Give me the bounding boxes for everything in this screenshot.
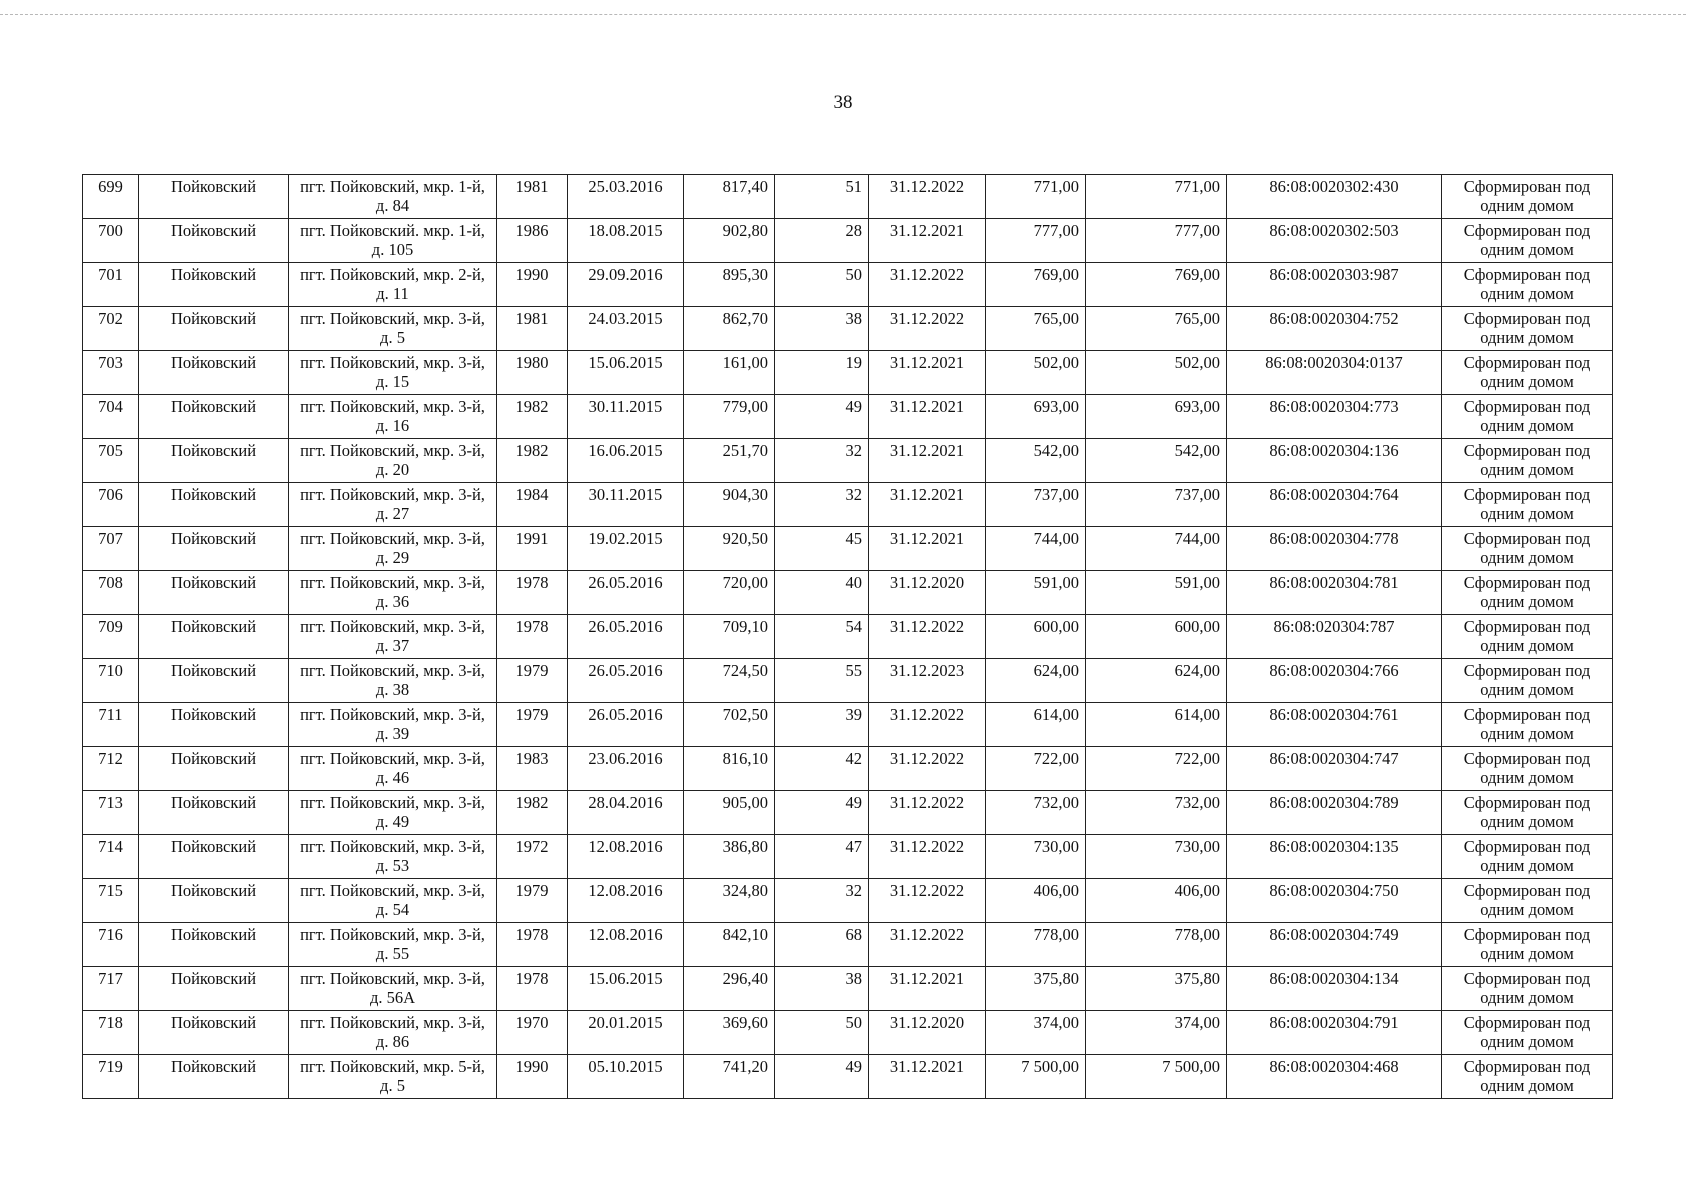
status-cell: Сформирован под одним домом — [1442, 923, 1613, 967]
build-year-cell: 1986 — [497, 219, 568, 263]
status-cell: Сформирован под одним домом — [1442, 791, 1613, 835]
land-area-cell: 737,00 — [986, 483, 1086, 527]
row-number-cell: 702 — [83, 307, 139, 351]
land-area-cell: 732,00 — [986, 791, 1086, 835]
address-cell: пгт. Пойковский, мкр. 3-й, д. 53 — [289, 835, 497, 879]
settlement-cell: Пойковский — [139, 175, 289, 219]
row-number-cell: 716 — [83, 923, 139, 967]
area-cell: 724,50 — [684, 659, 775, 703]
land-area-confirmed-cell: 624,00 — [1086, 659, 1227, 703]
land-area-confirmed-cell: 614,00 — [1086, 703, 1227, 747]
land-area-cell: 374,00 — [986, 1011, 1086, 1055]
land-area-cell: 771,00 — [986, 175, 1086, 219]
row-number-cell: 706 — [83, 483, 139, 527]
cadastral-number-cell: 86:08:0020302:503 — [1227, 219, 1442, 263]
area-cell: 920,50 — [684, 527, 775, 571]
wear-percent-cell: 54 — [775, 615, 869, 659]
survey-date-cell: 29.09.2016 — [568, 263, 684, 307]
status-cell: Сформирован под одним домом — [1442, 1011, 1613, 1055]
survey-date-cell: 30.11.2015 — [568, 483, 684, 527]
deadline-date-cell: 31.12.2022 — [869, 923, 986, 967]
area-cell: 369,60 — [684, 1011, 775, 1055]
settlement-cell: Пойковский — [139, 879, 289, 923]
settlement-cell: Пойковский — [139, 263, 289, 307]
wear-percent-cell: 68 — [775, 923, 869, 967]
table-row — [83, 923, 1613, 967]
land-area-confirmed-cell: 406,00 — [1086, 879, 1227, 923]
status-cell: Сформирован под одним домом — [1442, 967, 1613, 1011]
land-area-cell: 406,00 — [986, 879, 1086, 923]
survey-date-cell: 25.03.2016 — [568, 175, 684, 219]
land-area-confirmed-cell: 732,00 — [1086, 791, 1227, 835]
survey-date-cell: 30.11.2015 — [568, 395, 684, 439]
table-row — [83, 703, 1613, 747]
status-cell: Сформирован под одним домом — [1442, 483, 1613, 527]
build-year-cell: 1982 — [497, 395, 568, 439]
deadline-date-cell: 31.12.2021 — [869, 395, 986, 439]
cadastral-number-cell: 86:08:0020304:0137 — [1227, 351, 1442, 395]
build-year-cell: 1990 — [497, 1055, 568, 1099]
deadline-date-cell: 31.12.2021 — [869, 527, 986, 571]
land-area-confirmed-cell: 502,00 — [1086, 351, 1227, 395]
land-area-cell: 624,00 — [986, 659, 1086, 703]
deadline-date-cell: 31.12.2022 — [869, 615, 986, 659]
land-area-cell: 722,00 — [986, 747, 1086, 791]
status-cell: Сформирован под одним домом — [1442, 175, 1613, 219]
address-cell: пгт. Пойковский, мкр. 3-й, д. 16 — [289, 395, 497, 439]
build-year-cell: 1981 — [497, 307, 568, 351]
row-number-cell: 714 — [83, 835, 139, 879]
build-year-cell: 1982 — [497, 439, 568, 483]
land-area-confirmed-cell: 542,00 — [1086, 439, 1227, 483]
address-cell: пгт. Пойковский, мкр. 3-й, д. 29 — [289, 527, 497, 571]
wear-percent-cell: 42 — [775, 747, 869, 791]
build-year-cell: 1978 — [497, 923, 568, 967]
survey-date-cell: 28.04.2016 — [568, 791, 684, 835]
build-year-cell: 1978 — [497, 967, 568, 1011]
status-cell: Сформирован под одним домом — [1442, 219, 1613, 263]
row-number-cell: 718 — [83, 1011, 139, 1055]
address-cell: пгт. Пойковский, мкр. 2-й, д. 11 — [289, 263, 497, 307]
cadastral-number-cell: 86:08:0020304:135 — [1227, 835, 1442, 879]
status-cell: Сформирован под одним домом — [1442, 703, 1613, 747]
area-cell: 842,10 — [684, 923, 775, 967]
table-row — [83, 307, 1613, 351]
survey-date-cell: 26.05.2016 — [568, 659, 684, 703]
cadastral-number-cell: 86:08:0020303:987 — [1227, 263, 1442, 307]
settlement-cell: Пойковский — [139, 703, 289, 747]
land-area-cell: 744,00 — [986, 527, 1086, 571]
status-cell: Сформирован под одним домом — [1442, 835, 1613, 879]
land-area-confirmed-cell: 744,00 — [1086, 527, 1227, 571]
cadastral-number-cell: 86:08:0020304:764 — [1227, 483, 1442, 527]
area-cell: 862,70 — [684, 307, 775, 351]
address-cell: пгт. Пойковский, мкр. 3-й, д. 36 — [289, 571, 497, 615]
build-year-cell: 1983 — [497, 747, 568, 791]
cadastral-number-cell: 86:08:0020304:773 — [1227, 395, 1442, 439]
survey-date-cell: 18.08.2015 — [568, 219, 684, 263]
land-area-cell: 502,00 — [986, 351, 1086, 395]
address-cell: пгт. Пойковский, мкр. 3-й, д. 56А — [289, 967, 497, 1011]
status-cell: Сформирован под одним домом — [1442, 439, 1613, 483]
area-cell: 779,00 — [684, 395, 775, 439]
survey-date-cell: 12.08.2016 — [568, 879, 684, 923]
build-year-cell: 1984 — [497, 483, 568, 527]
table-row — [83, 571, 1613, 615]
land-area-confirmed-cell: 591,00 — [1086, 571, 1227, 615]
area-cell: 296,40 — [684, 967, 775, 1011]
deadline-date-cell: 31.12.2022 — [869, 307, 986, 351]
deadline-date-cell: 31.12.2022 — [869, 263, 986, 307]
build-year-cell: 1980 — [497, 351, 568, 395]
status-cell: Сформирован под одним домом — [1442, 351, 1613, 395]
build-year-cell: 1979 — [497, 703, 568, 747]
table-row — [83, 439, 1613, 483]
survey-date-cell: 23.06.2016 — [568, 747, 684, 791]
survey-date-cell: 26.05.2016 — [568, 571, 684, 615]
survey-date-cell: 16.06.2015 — [568, 439, 684, 483]
table-row — [83, 967, 1613, 1011]
deadline-date-cell: 31.12.2022 — [869, 835, 986, 879]
deadline-date-cell: 31.12.2021 — [869, 1055, 986, 1099]
row-number-cell: 709 — [83, 615, 139, 659]
survey-date-cell: 05.10.2015 — [568, 1055, 684, 1099]
area-cell: 386,80 — [684, 835, 775, 879]
area-cell: 816,10 — [684, 747, 775, 791]
table-row — [83, 263, 1613, 307]
deadline-date-cell: 31.12.2021 — [869, 439, 986, 483]
cadastral-number-cell: 86:08:020304:787 — [1227, 615, 1442, 659]
settlement-cell: Пойковский — [139, 307, 289, 351]
land-area-confirmed-cell: 693,00 — [1086, 395, 1227, 439]
land-area-cell: 614,00 — [986, 703, 1086, 747]
address-cell: пгт. Пойковский, мкр. 3-й, д. 54 — [289, 879, 497, 923]
row-number-cell: 713 — [83, 791, 139, 835]
address-cell: пгт. Пойковский, мкр. 3-й, д. 38 — [289, 659, 497, 703]
row-number-cell: 711 — [83, 703, 139, 747]
land-area-confirmed-cell: 769,00 — [1086, 263, 1227, 307]
build-year-cell: 1970 — [497, 1011, 568, 1055]
settlement-cell: Пойковский — [139, 571, 289, 615]
row-number-cell: 700 — [83, 219, 139, 263]
row-number-cell: 712 — [83, 747, 139, 791]
cadastral-number-cell: 86:08:0020304:134 — [1227, 967, 1442, 1011]
area-cell: 895,30 — [684, 263, 775, 307]
land-area-confirmed-cell: 737,00 — [1086, 483, 1227, 527]
area-cell: 161,00 — [684, 351, 775, 395]
status-cell: Сформирован под одним домом — [1442, 879, 1613, 923]
land-area-confirmed-cell: 777,00 — [1086, 219, 1227, 263]
land-area-cell: 542,00 — [986, 439, 1086, 483]
land-area-cell: 778,00 — [986, 923, 1086, 967]
land-area-cell: 375,80 — [986, 967, 1086, 1011]
table-row — [83, 791, 1613, 835]
area-cell: 902,80 — [684, 219, 775, 263]
land-area-cell: 693,00 — [986, 395, 1086, 439]
wear-percent-cell: 19 — [775, 351, 869, 395]
status-cell: Сформирован под одним домом — [1442, 527, 1613, 571]
wear-percent-cell: 32 — [775, 483, 869, 527]
survey-date-cell: 26.05.2016 — [568, 615, 684, 659]
land-area-cell: 730,00 — [986, 835, 1086, 879]
survey-date-cell: 12.08.2016 — [568, 835, 684, 879]
cadastral-number-cell: 86:08:0020304:791 — [1227, 1011, 1442, 1055]
status-cell: Сформирован под одним домом — [1442, 747, 1613, 791]
row-number-cell: 719 — [83, 1055, 139, 1099]
land-area-confirmed-cell: 722,00 — [1086, 747, 1227, 791]
area-cell: 720,00 — [684, 571, 775, 615]
build-year-cell: 1990 — [497, 263, 568, 307]
address-cell: пгт. Пойковский, мкр. 5-й, д. 5 — [289, 1055, 497, 1099]
settlement-cell: Пойковский — [139, 1055, 289, 1099]
wear-percent-cell: 49 — [775, 1055, 869, 1099]
table-row — [83, 615, 1613, 659]
area-cell: 817,40 — [684, 175, 775, 219]
settlement-cell: Пойковский — [139, 659, 289, 703]
cadastral-number-cell: 86:08:0020304:749 — [1227, 923, 1442, 967]
cadastral-number-cell: 86:08:0020304:778 — [1227, 527, 1442, 571]
address-cell: пгт. Пойковский, мкр. 3-й, д. 27 — [289, 483, 497, 527]
settlement-cell: Пойковский — [139, 967, 289, 1011]
wear-percent-cell: 51 — [775, 175, 869, 219]
cadastral-number-cell: 86:08:0020304:747 — [1227, 747, 1442, 791]
cadastral-number-cell: 86:08:0020304:136 — [1227, 439, 1442, 483]
row-number-cell: 715 — [83, 879, 139, 923]
settlement-cell: Пойковский — [139, 1011, 289, 1055]
wear-percent-cell: 55 — [775, 659, 869, 703]
survey-date-cell: 19.02.2015 — [568, 527, 684, 571]
cadastral-number-cell: 86:08:0020304:750 — [1227, 879, 1442, 923]
cadastral-number-cell: 86:08:0020304:781 — [1227, 571, 1442, 615]
deadline-date-cell: 31.12.2022 — [869, 703, 986, 747]
address-cell: пгт. Пойковский, мкр. 3-й, д. 5 — [289, 307, 497, 351]
land-area-confirmed-cell: 778,00 — [1086, 923, 1227, 967]
cadastral-number-cell: 86:08:0020304:468 — [1227, 1055, 1442, 1099]
wear-percent-cell: 50 — [775, 263, 869, 307]
wear-percent-cell: 45 — [775, 527, 869, 571]
wear-percent-cell: 38 — [775, 967, 869, 1011]
cadastral-number-cell: 86:08:0020304:761 — [1227, 703, 1442, 747]
deadline-date-cell: 31.12.2021 — [869, 219, 986, 263]
table-row — [83, 1011, 1613, 1055]
settlement-cell: Пойковский — [139, 219, 289, 263]
settlement-cell: Пойковский — [139, 483, 289, 527]
settlement-cell: Пойковский — [139, 527, 289, 571]
settlement-cell: Пойковский — [139, 615, 289, 659]
table-row — [83, 835, 1613, 879]
settlement-cell: Пойковский — [139, 835, 289, 879]
survey-date-cell: 15.06.2015 — [568, 351, 684, 395]
settlement-cell: Пойковский — [139, 747, 289, 791]
deadline-date-cell: 31.12.2022 — [869, 791, 986, 835]
survey-date-cell: 24.03.2015 — [568, 307, 684, 351]
land-area-confirmed-cell: 374,00 — [1086, 1011, 1227, 1055]
row-number-cell: 710 — [83, 659, 139, 703]
build-year-cell: 1972 — [497, 835, 568, 879]
deadline-date-cell: 31.12.2022 — [869, 175, 986, 219]
address-cell: пгт. Пойковский, мкр. 3-й, д. 20 — [289, 439, 497, 483]
wear-percent-cell: 50 — [775, 1011, 869, 1055]
wear-percent-cell: 40 — [775, 571, 869, 615]
status-cell: Сформирован под одним домом — [1442, 1055, 1613, 1099]
survey-date-cell: 15.06.2015 — [568, 967, 684, 1011]
area-cell: 741,20 — [684, 1055, 775, 1099]
row-number-cell: 699 — [83, 175, 139, 219]
land-area-confirmed-cell: 7 500,00 — [1086, 1055, 1227, 1099]
land-area-confirmed-cell: 730,00 — [1086, 835, 1227, 879]
build-year-cell: 1981 — [497, 175, 568, 219]
build-year-cell: 1991 — [497, 527, 568, 571]
table-row — [83, 351, 1613, 395]
table-body — [83, 175, 1613, 1099]
status-cell: Сформирован под одним домом — [1442, 395, 1613, 439]
area-cell: 904,30 — [684, 483, 775, 527]
table-row — [83, 395, 1613, 439]
address-cell: пгт. Пойковский, мкр. 3-й, д. 55 — [289, 923, 497, 967]
table-row — [83, 175, 1613, 219]
settlement-cell: Пойковский — [139, 439, 289, 483]
deadline-date-cell: 31.12.2020 — [869, 571, 986, 615]
address-cell: пгт. Пойковский, мкр. 3-й, д. 49 — [289, 791, 497, 835]
status-cell: Сформирован под одним домом — [1442, 571, 1613, 615]
address-cell: пгт. Пойковский, мкр. 1-й, д. 84 — [289, 175, 497, 219]
land-area-cell: 7 500,00 — [986, 1055, 1086, 1099]
area-cell: 905,00 — [684, 791, 775, 835]
cadastral-number-cell: 86:08:0020304:766 — [1227, 659, 1442, 703]
address-cell: пгт. Пойковский, мкр. 3-й, д. 46 — [289, 747, 497, 791]
deadline-date-cell: 31.12.2022 — [869, 879, 986, 923]
address-cell: пгт. Пойковский, мкр. 3-й, д. 39 — [289, 703, 497, 747]
land-area-cell: 600,00 — [986, 615, 1086, 659]
table-row — [83, 527, 1613, 571]
address-cell: пгт. Пойковский. мкр. 1-й, д. 105 — [289, 219, 497, 263]
land-area-cell: 765,00 — [986, 307, 1086, 351]
survey-date-cell: 20.01.2015 — [568, 1011, 684, 1055]
status-cell: Сформирован под одним домом — [1442, 659, 1613, 703]
status-cell: Сформирован под одним домом — [1442, 263, 1613, 307]
row-number-cell: 704 — [83, 395, 139, 439]
deadline-date-cell: 31.12.2023 — [869, 659, 986, 703]
scan-top-edge — [0, 14, 1686, 15]
land-area-cell: 769,00 — [986, 263, 1086, 307]
land-area-confirmed-cell: 765,00 — [1086, 307, 1227, 351]
land-area-confirmed-cell: 600,00 — [1086, 615, 1227, 659]
status-cell: Сформирован под одним домом — [1442, 307, 1613, 351]
page-number: 38 — [833, 92, 853, 113]
cadastral-number-cell: 86:08:0020304:752 — [1227, 307, 1442, 351]
row-number-cell: 707 — [83, 527, 139, 571]
wear-percent-cell: 32 — [775, 439, 869, 483]
settlement-cell: Пойковский — [139, 395, 289, 439]
status-cell: Сформирован под одним домом — [1442, 615, 1613, 659]
table-row — [83, 1055, 1613, 1099]
table-row — [83, 483, 1613, 527]
address-cell: пгт. Пойковский, мкр. 3-й, д. 15 — [289, 351, 497, 395]
cadastral-number-cell: 86:08:0020302:430 — [1227, 175, 1442, 219]
land-area-cell: 591,00 — [986, 571, 1086, 615]
table-row — [83, 747, 1613, 791]
settlement-cell: Пойковский — [139, 351, 289, 395]
settlement-cell: Пойковский — [139, 791, 289, 835]
deadline-date-cell: 31.12.2021 — [869, 351, 986, 395]
wear-percent-cell: 28 — [775, 219, 869, 263]
settlement-cell: Пойковский — [139, 923, 289, 967]
address-cell: пгт. Пойковский, мкр. 3-й, д. 86 — [289, 1011, 497, 1055]
row-number-cell: 701 — [83, 263, 139, 307]
cadastral-number-cell: 86:08:0020304:789 — [1227, 791, 1442, 835]
land-area-confirmed-cell: 375,80 — [1086, 967, 1227, 1011]
wear-percent-cell: 39 — [775, 703, 869, 747]
deadline-date-cell: 31.12.2021 — [869, 483, 986, 527]
row-number-cell: 717 — [83, 967, 139, 1011]
area-cell: 251,70 — [684, 439, 775, 483]
deadline-date-cell: 31.12.2021 — [869, 967, 986, 1011]
build-year-cell: 1978 — [497, 571, 568, 615]
land-area-cell: 777,00 — [986, 219, 1086, 263]
address-cell: пгт. Пойковский, мкр. 3-й, д. 37 — [289, 615, 497, 659]
build-year-cell: 1979 — [497, 879, 568, 923]
wear-percent-cell: 47 — [775, 835, 869, 879]
table-row — [83, 879, 1613, 923]
table-row — [83, 659, 1613, 703]
deadline-date-cell: 31.12.2020 — [869, 1011, 986, 1055]
build-year-cell: 1982 — [497, 791, 568, 835]
row-number-cell: 708 — [83, 571, 139, 615]
wear-percent-cell: 38 — [775, 307, 869, 351]
row-number-cell: 703 — [83, 351, 139, 395]
row-number-cell: 705 — [83, 439, 139, 483]
housing-registry-table — [82, 174, 1613, 1099]
area-cell: 709,10 — [684, 615, 775, 659]
wear-percent-cell: 32 — [775, 879, 869, 923]
area-cell: 324,80 — [684, 879, 775, 923]
build-year-cell: 1979 — [497, 659, 568, 703]
table-row — [83, 219, 1613, 263]
land-area-confirmed-cell: 771,00 — [1086, 175, 1227, 219]
survey-date-cell: 12.08.2016 — [568, 923, 684, 967]
wear-percent-cell: 49 — [775, 791, 869, 835]
survey-date-cell: 26.05.2016 — [568, 703, 684, 747]
area-cell: 702,50 — [684, 703, 775, 747]
build-year-cell: 1978 — [497, 615, 568, 659]
deadline-date-cell: 31.12.2022 — [869, 747, 986, 791]
wear-percent-cell: 49 — [775, 395, 869, 439]
